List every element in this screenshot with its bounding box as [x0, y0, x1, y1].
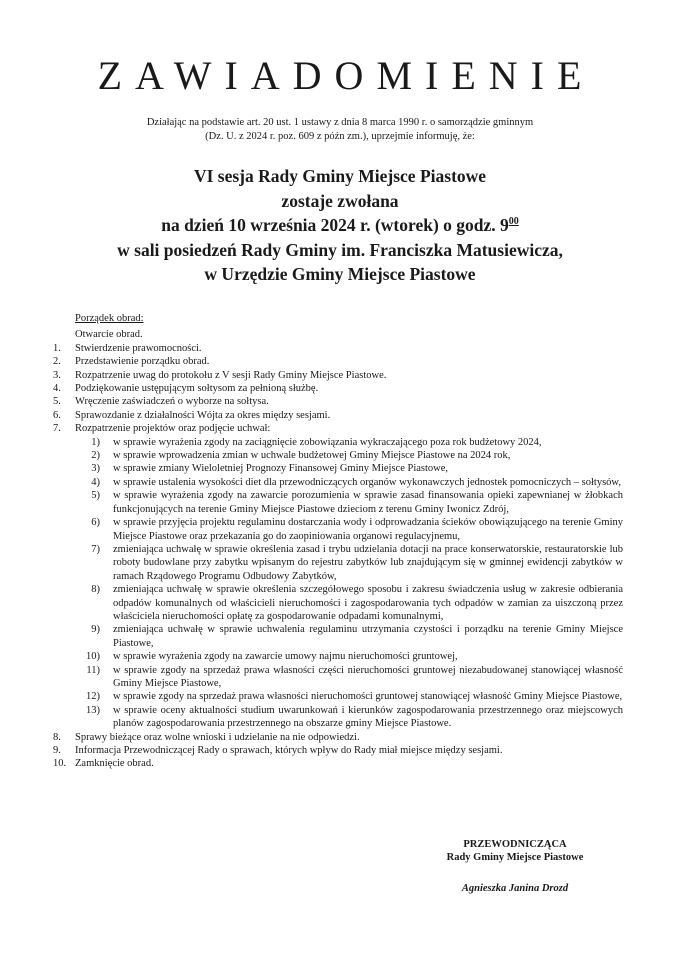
item-text: w sprawie wprowadzenia zmian w uchwale budżetowej Gminy Miejsce Piastowe na 2024 rok, — [113, 450, 511, 462]
agenda-item — [53, 422, 623, 435]
resolution-item — [75, 462, 623, 475]
agenda-item — [53, 355, 623, 368]
item-text: w sprawie zgody na sprzedaż prawa własności części nieruchomości gruntowej niezabudowanej stanowiącej własność Gminy Miejsce Piastowe, — [113, 664, 623, 689]
headline-line: w Urzędzie Gminy Miejsce Piastowe — [204, 264, 476, 284]
document-title: ZAWIADOMIENIE — [97, 53, 595, 98]
headline-line: VI sesja Rady Gminy Miejsce Piastowe — [193, 166, 487, 186]
signature-role: PRZEWODNICZĄCA — [463, 839, 567, 850]
item-number: 3) — [91, 463, 100, 475]
agenda-item — [53, 757, 623, 770]
agenda-item — [53, 731, 623, 744]
item-text: zmieniająca uchwałę w sprawie określenia zasad i trybu udzielania dotacji na prace konserwatorskie, restauratorskie lub roboty budowlane przy zabytku wpisanym do rejestru zabytków lub znajdującym się w gminnej ewidencji zabytków w ramach Rządowego Programu Odbudowy Zabytków, — [113, 543, 623, 582]
item-text: Zamknięcie obrad. — [75, 758, 154, 770]
agenda-items — [53, 342, 623, 436]
resolution-item — [75, 449, 623, 462]
legal-basis-intro — [80, 116, 600, 144]
session-announcement — [60, 164, 620, 287]
item-number: 11) — [86, 664, 100, 676]
item-number: 8. — [53, 731, 61, 743]
resolution-item — [75, 489, 623, 516]
item-text: Informacja Przewodniczącej Rady o sprawach, których wpływ do Rady miał miejsce między sesjami. — [75, 745, 503, 756]
item-number: 1. — [53, 342, 61, 354]
item-text: Stwierdzenie prawomocności. — [75, 342, 202, 354]
item-text: w sprawie wyrażenia zgody na zaciągnięcie zobowiązania wykraczającego poza rok budżetowy 2024, — [113, 436, 542, 448]
item-text: Rozpatrzenie uwag do protokołu z V sesji Rady Gminy Miejsce Piastowe. — [75, 369, 387, 381]
agenda-item — [53, 342, 623, 355]
item-text: Sprawozdanie z działalności Wójta za okres między sesjami. — [75, 409, 331, 421]
intro-line: (Dz. U. z 2024 r. poz. 609 z późn zm.), uprzejmie informuję, że: — [205, 131, 475, 142]
agenda-items-final — [53, 731, 623, 771]
item-text: zmieniająca uchwałę w sprawie uchwalenia regulaminu utrzymania czystości i porządku na terenie Gminy Miejsce Piastowe, — [113, 624, 623, 649]
agenda-item — [53, 369, 623, 382]
item-text: w sprawie zgody na sprzedaż prawa własności nieruchomości gruntowej stanowiącej własność Gminy Miejsce Piastowe, — [113, 691, 623, 703]
resolution-item — [75, 623, 623, 650]
headline-line: w sali posiedzeń Rady Gminy im. Franciszka Matusiewicza, — [117, 239, 563, 260]
resolution-list — [53, 436, 623, 731]
item-number: 4) — [91, 476, 100, 488]
item-number: 2. — [53, 356, 61, 368]
signatory-name: Agnieszka Janina Drozd — [461, 883, 569, 894]
headline-line — [60, 213, 620, 238]
intro-line: Działając na podstawie art. 20 ust. 1 ustawy z dnia 8 marca 1990 r. o samorządzie gminnym — [146, 117, 534, 128]
item-text: Przedstawienie porządku obrad. — [75, 356, 210, 368]
item-text: w sprawie przyjęcia projektu regulaminu dostarczania wody i odprowadzania ścieków obowiązującego na terenie Gminy Miejsce Piastowe oraz przekazania go do zaopiniowania organowi regulacyjnemu, — [113, 517, 623, 542]
item-number: 7. — [53, 423, 61, 435]
item-number: 3. — [53, 369, 61, 381]
item-text: w sprawie wyrażenia zgody na zawarcie porozumienia w sprawie zasad finansowania opieki zapewnianej w żłobkach funkcjonujących na terenie Gminy Miejsce Piastowe dzieciom z terenu Gminy Iwonicz Zdrój, — [113, 490, 623, 515]
agenda — [53, 312, 623, 771]
item-number: 8) — [91, 584, 100, 596]
item-number: 6) — [91, 517, 100, 529]
item-number: 12) — [86, 691, 100, 703]
headline-line: zostaje zwołana — [281, 190, 399, 211]
resolution-item — [75, 543, 623, 583]
agenda-item — [53, 382, 623, 395]
item-text: Wręczenie zaświadczeń o wyborze na sołtysa. — [75, 396, 269, 408]
item-number: 5) — [91, 490, 100, 502]
item-number: 5. — [53, 396, 61, 408]
item-number: 13) — [86, 704, 100, 716]
item-number: 7) — [91, 543, 100, 555]
resolution-item — [75, 476, 623, 489]
agenda-opening: Otwarcie obrad. — [75, 329, 143, 341]
time-minutes: 00 — [508, 216, 519, 227]
agenda-title: Porządek obrad: — [75, 313, 144, 324]
item-text: w sprawie wyrażenia zgody na zawarcie umowy najmu nieruchomości gruntowej, — [113, 651, 458, 663]
item-text: w sprawie zmiany Wieloletniej Prognozy Finansowej Gminy Miejsce Piastowe, — [113, 463, 449, 475]
item-number: 10) — [86, 651, 100, 663]
agenda-item — [53, 395, 623, 408]
resolution-item — [75, 650, 623, 663]
agenda-item — [53, 744, 623, 757]
resolution-item — [75, 704, 623, 731]
item-number: 10. — [53, 758, 67, 770]
item-number: 2) — [91, 450, 100, 462]
item-text: Podziękowanie ustępującym sołtysom za pełnioną służbę. — [75, 383, 319, 395]
item-number: 9) — [91, 624, 100, 636]
resolution-item — [75, 690, 623, 703]
resolution-item — [75, 583, 623, 623]
agenda-item — [53, 409, 623, 422]
item-number: 1) — [91, 436, 100, 448]
item-text: w sprawie oceny aktualności studium uwarunkowań i kierunków zagospodarowania przestrzennego oraz miejscowych planów zagospodarowania przestrzennego na obszarze gminy Miejsce Piastowe. — [113, 704, 623, 730]
item-number: 9. — [53, 745, 61, 756]
session-date-time: na dzień 10 września 2024 r. (wtorek) o godz. 9 — [161, 215, 509, 235]
signature-body: Rady Gminy Miejsce Piastowe — [446, 852, 584, 863]
item-text: w sprawie ustalenia wysokości diet dla przewodniczących organów wykonawczych jednostek pomocniczych – sołtysów, — [113, 476, 621, 488]
item-text: Rozpatrzenie projektów oraz podjęcie uchwał: — [75, 423, 271, 435]
item-number: 6. — [53, 409, 61, 421]
item-text: zmieniająca uchwałę w sprawie określenia szczegółowego sposobu i zakresu świadczenia usług w zakresie odbierania odpadów komunalnych od właścicieli nieruchomości i zagospodarowania tych odpadów w zamian za uiszczoną przez właściciela nieruchomości opłatę za gospodarowanie odpadami komunalnymi, — [113, 584, 623, 622]
resolution-item — [75, 516, 623, 543]
item-text: Sprawy bieżące oraz wolne wnioski i udzielanie na nie odpowiedzi. — [75, 731, 360, 743]
item-number: 4. — [53, 383, 61, 395]
resolution-item — [75, 436, 623, 449]
signature-block — [400, 838, 630, 895]
resolution-item — [75, 664, 623, 691]
